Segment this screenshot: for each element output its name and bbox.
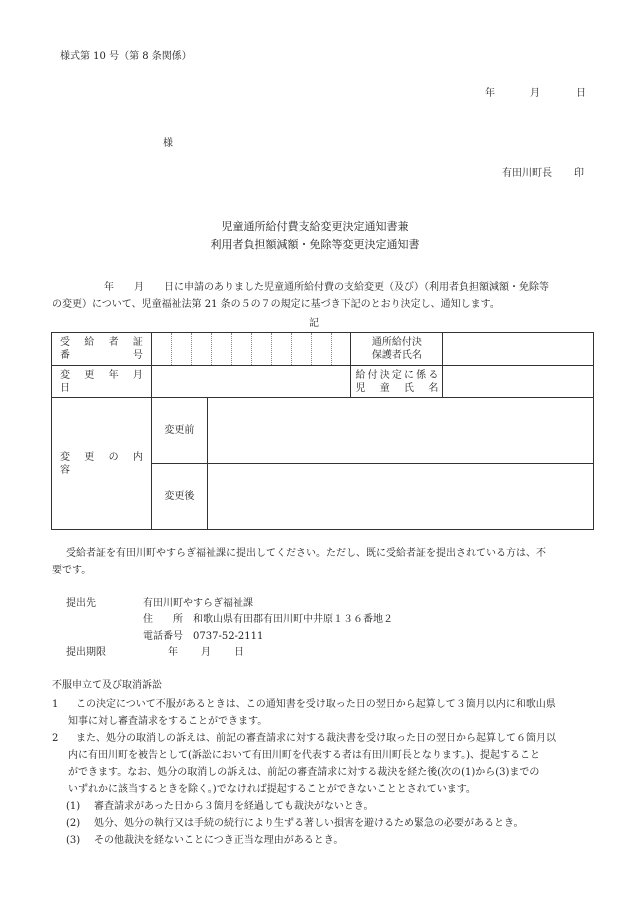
before-label: 変更前 [151,398,207,464]
deadline-month: 月 [201,647,211,658]
appeal-list [52,696,597,849]
change-content-label: 変 更 の 内 容 [52,398,152,530]
appeal-item: 2 また、処分の取消しの訴えは、前記の審査請求に対する裁決書を受け取った日の翌日から起算して６箇月以 内に有田川町を被告として(訴訟において有田川町を代表する者は有田川町長となります。)、提起すること ができます。なお、処分の取消しの訴えは、前記の審査請求に対する裁決を経た後(次の(1)から(3)までの いずれかに該当するときを除く。)でなければ提起することができないこととされています。 [52,733,556,795]
deadline-year: 年 [168,647,178,658]
change-date-field[interactable] [151,366,351,398]
submission-destination-label: 提出先 [66,598,96,609]
change-details-table [51,332,594,530]
guardian-name-field[interactable] [443,333,594,366]
issuer-title: 有田川町長 [502,168,552,179]
before-field[interactable] [207,398,593,464]
submission-address: 住 所 和歌山県有田郡有田川町中井原１３６番地２ [143,614,393,625]
document-title-line2: 利用者負担額減額・免除等変更決定通知書 [210,238,420,251]
submission-phone: 電話番号 0737-52-2111 [143,631,264,642]
after-label: 変更後 [151,464,207,530]
intro-paragraph [52,279,592,313]
date-day: 日 [576,88,586,99]
issuer-seal: 印 [574,168,584,179]
submission-destination-name: 有田川町やすらぎ福祉課 [143,598,253,609]
recipient-number-label: 受 給 者 証 番 号 [52,333,152,366]
recipient-number-field[interactable] [151,333,351,366]
date-month: 月 [530,88,540,99]
notice-line1: 受給者証を有田川町やすらぎ福祉課に提出してください。ただし、既に受給者証を提出されている方は、不 [66,548,546,559]
appeal-sub-item: (1) 審査請求があった日から３箇月を経過しても裁決がないとき。 [66,801,374,812]
change-date-label: 変 更 年 月 日 [52,366,152,398]
appeal-sub-item: (3) その他裁決を経ないことにつき正当な理由があるとき。 [66,835,344,846]
form-number: 様式第 10 号（第 8 条関係） [60,51,192,62]
intro-line1: 年 月 日に申請のありました児童通所給付費の支給変更（及び）（利用者負担額減額・免除等 [104,282,549,293]
addressee-suffix: 様 [163,138,173,149]
appeal-item: 1 この決定について不服があるときは、この通知書を受け取った日の翌日から起算して３箇月以内に和歌山県 知事に対し審査請求をすることができます。 [52,699,556,727]
guardian-name-label: 通所給付決 保護者氏名 [351,333,443,366]
submission-deadline-label: 提出期限 [66,647,106,658]
after-field[interactable] [207,464,593,530]
notice-line2: 要です。 [52,565,92,576]
deadline-day: 日 [234,647,244,658]
ki-heading: 記 [309,318,319,329]
date-year: 年 [485,88,495,99]
intro-line2: の変更）について、児童福祉法第 21 条の５の７の規定に基づき下記のとおり決定し、通知します。 [52,299,500,310]
appeal-sub-item: (2) 処分、処分の執行又は手続の続行により生ずる著しい損害を避けるため緊急の必要があるとき。 [66,818,524,829]
document-title-line1: 児童通所給付費支給変更決定通知書兼 [221,220,409,233]
child-name-label: 給付決定に係る 児 童 氏 名 [351,366,443,398]
notice-paragraph [52,545,592,579]
appeal-heading: 不服申立て及び取消訴訟 [52,680,162,691]
child-name-field[interactable] [443,366,594,398]
